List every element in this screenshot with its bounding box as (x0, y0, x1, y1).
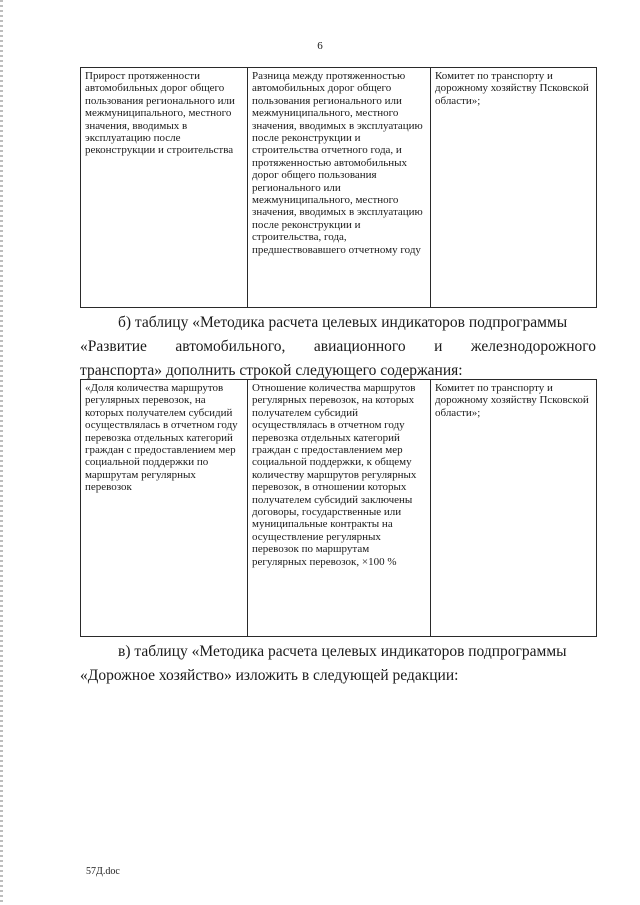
table-row (81, 68, 597, 308)
page-number: 6 (317, 40, 323, 52)
indicator-table-1 (80, 67, 597, 308)
paragraph-c (80, 640, 596, 688)
paragraph-b-line-2: «Развитие автомобильного, авиационного и железнодорожного (80, 338, 596, 355)
paragraph-b-line-1: б) таблицу «Методика расчета целевых индикаторов подпрограммы (118, 314, 568, 331)
paragraph-b-line-3: транспорта» дополнить строкой следующего содержания: (80, 362, 463, 379)
responsible-body-cell: Комитет по транспорту и дорожному хозяйству Псковской области»; (431, 380, 597, 637)
indicator-table-2 (80, 379, 597, 637)
calculation-method-cell: Отношение количества маршрутов регулярных перевозок, на которых получателем субсидий осуществлялась в отчетном году перевозка отдельных категорий граждан с предоставлением мер социальной поддержки, к общему количеству маршрутов регулярных перевозок, в отношении которых получателем субсидий заключены договоры, государственные или муниципальные контракты на осуществление регулярных перевозок по маршрутам регулярных перевозок, ×100 % (248, 380, 431, 637)
scan-edge-marks (0, 0, 3, 905)
paragraph-c-line-2: «Дорожное хозяйство» изложить в следующей редакции: (80, 667, 459, 684)
table-row (81, 380, 597, 637)
indicator-name-cell: Прирост протяженности автомобильных дорог общего пользования регионального или межмуниципального, местного значения, вводимых в эксплуатацию после реконструкции и строительства (81, 68, 248, 308)
calculation-method-cell: Разница между протяженностью автомобильных дорог общего пользования регионального или межмуниципального, местного значения, вводимых в эксплуатацию после реконструкции и строительства отчетного года, и протяженностью автомобильных дорог общего пользования регионального или межмуниципального, местного значения, вводимых в эксплуатацию после реконструкции и строительства, года, предшествовавшего отчетному году (248, 68, 431, 308)
responsible-body-cell: Комитет по транспорту и дорожному хозяйству Псковской области»; (431, 68, 597, 308)
paragraph-b (80, 311, 596, 383)
paragraph-c-line-1: в) таблицу «Методика расчета целевых индикаторов подпрограммы (118, 643, 567, 660)
document-filename: 57Д.doc (86, 866, 120, 877)
indicator-name-cell: «Доля количества маршрутов регулярных перевозок, на которых получателем субсидий осуществлялась в отчетном году перевозка отдельных категорий граждан с предоставлением мер социальной поддержки по маршрутам регулярных перевозок (81, 380, 248, 637)
